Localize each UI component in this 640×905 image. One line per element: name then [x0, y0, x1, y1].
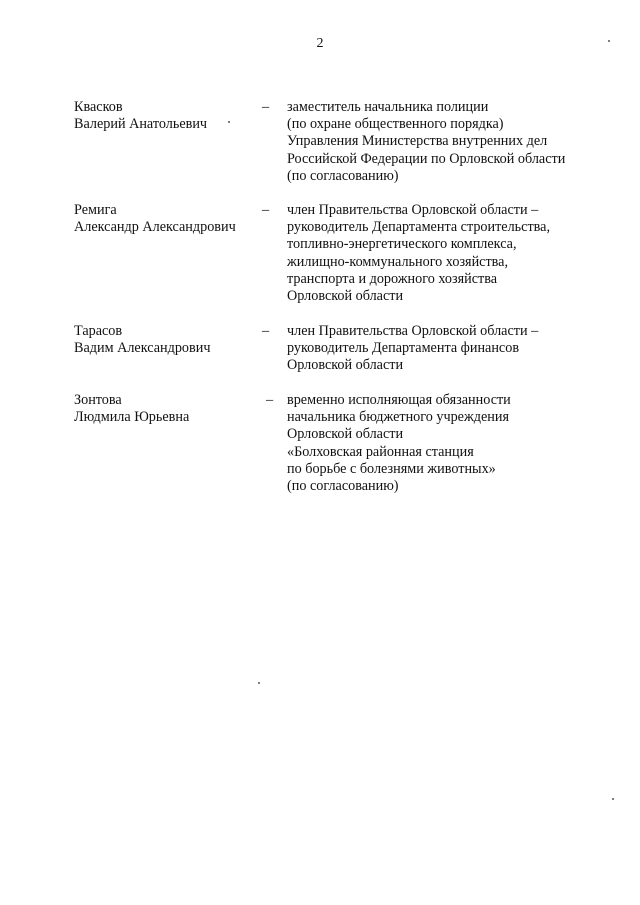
dash-separator: –: [262, 323, 270, 339]
position-line: Орловской области: [287, 288, 404, 305]
position-line: временно исполняющая обязанности: [287, 392, 511, 408]
surname: Ремига: [74, 202, 117, 218]
given-names: Людмила Юрьевна: [74, 409, 190, 426]
position-line: топливно-энергетического комплекса,: [287, 236, 517, 253]
surname: Зонтова: [74, 392, 122, 408]
surname: Квасков: [74, 99, 123, 115]
position-description: [287, 202, 607, 305]
position-line: жилищно-коммунального хозяйства,: [287, 253, 509, 270]
person-name: [74, 323, 210, 357]
position-line: заместитель начальника полиции: [287, 99, 489, 115]
scan-speck: [612, 798, 614, 800]
person-name: [74, 99, 207, 133]
position-description: [287, 99, 607, 185]
position-line: (по охране общественного порядка): [287, 116, 504, 133]
position-line: Орловской области: [287, 357, 404, 374]
position-line: руководитель Департамента строительства,: [287, 219, 551, 236]
person-name: [74, 392, 189, 426]
position-line: руководитель Департамента финансов: [287, 340, 520, 357]
dash-separator: –: [262, 99, 270, 115]
position-line: Управления Министерства внутренних дел: [287, 133, 548, 150]
position-description: [287, 392, 607, 495]
position-line: транспорта и дорожного хозяйства: [287, 270, 498, 287]
scan-speck: [608, 40, 610, 42]
given-names: Александр Александрович: [74, 219, 236, 236]
position-line: (по согласованию): [287, 167, 399, 184]
dash-separator: –: [262, 202, 270, 218]
position-line: член Правительства Орловской области –: [287, 323, 539, 339]
position-line: (по согласованию): [287, 478, 399, 495]
given-names: Валерий Анатольевич: [74, 116, 208, 133]
person-name: [74, 202, 236, 236]
position-description: [287, 323, 607, 375]
position-line: Российской Федерации по Орловской области: [287, 150, 566, 167]
page-number: 2: [316, 36, 324, 51]
position-line: Орловской области: [287, 426, 404, 443]
scan-speck: [228, 121, 230, 123]
position-line: по борьбе с болезнями животных»: [287, 460, 496, 477]
dash-separator: –: [266, 392, 274, 408]
scan-speck: [258, 682, 260, 684]
surname: Тарасов: [74, 323, 123, 339]
position-line: начальника бюджетного учреждения: [287, 409, 510, 426]
position-line: член Правительства Орловской области –: [287, 202, 539, 218]
position-line: «Болховская районная станция: [287, 443, 474, 460]
given-names: Вадим Александрович: [74, 340, 211, 357]
